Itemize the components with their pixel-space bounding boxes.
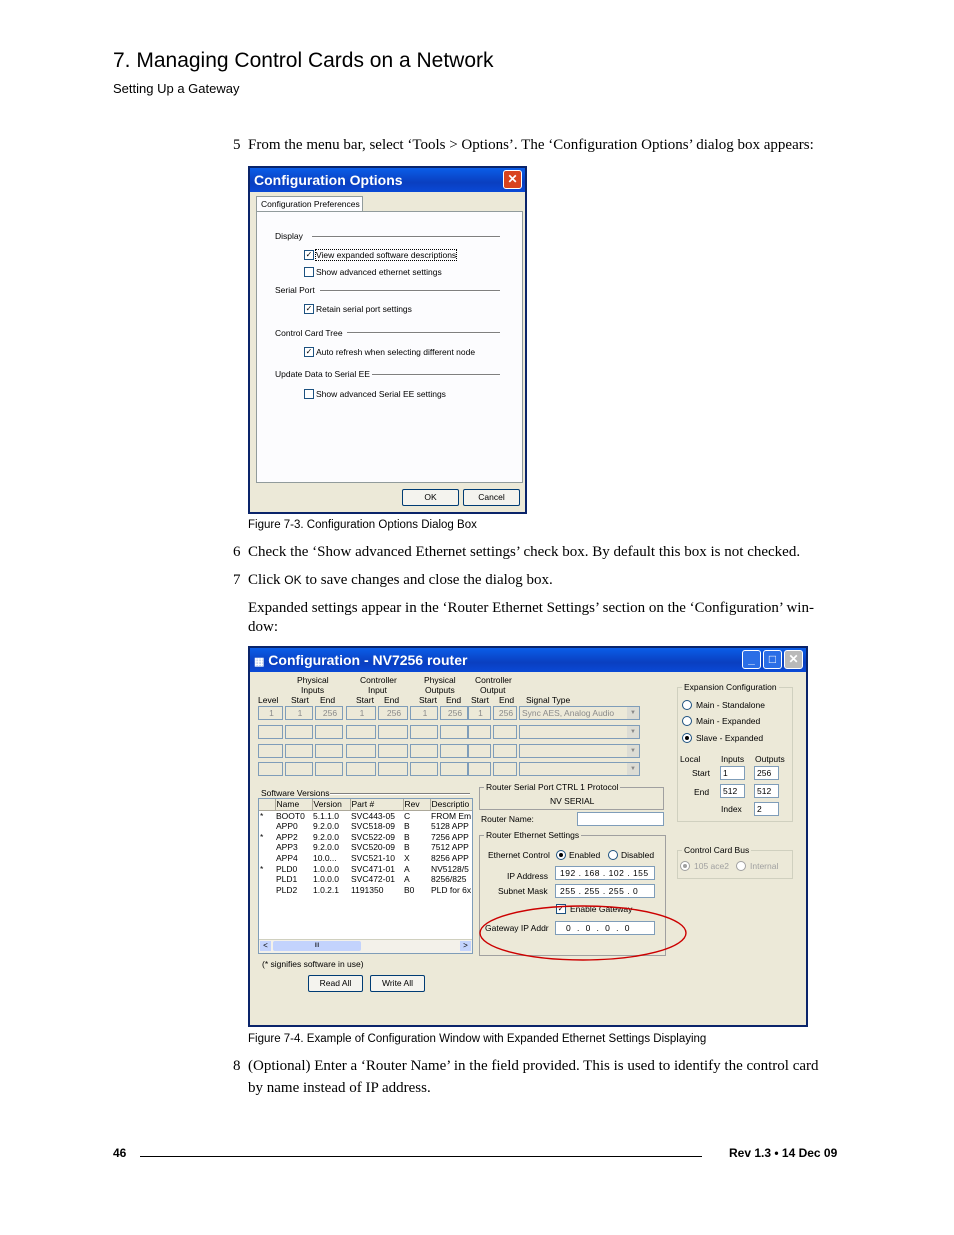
step-7-paragraph-line-1: Expanded settings appear in the ‘Router Ethernet Settings’ section on the ‘Configuration’ win-	[248, 600, 814, 616]
ethernet-control-label: Ethernet Control	[488, 850, 550, 860]
cell-version: 9.2.0.0	[313, 842, 339, 853]
step-8	[233, 1055, 819, 1077]
start-inputs-field[interactable]: 1	[720, 766, 745, 780]
cell-part: SVC521-10	[351, 852, 395, 863]
table-row[interactable]	[259, 885, 473, 896]
table-row[interactable]	[259, 821, 473, 832]
level-field[interactable]	[258, 744, 283, 758]
page-number: 46	[113, 1146, 127, 1160]
minimize-icon[interactable]: _	[742, 650, 761, 669]
step-number: 6	[233, 544, 241, 560]
step-6	[233, 541, 801, 563]
ok-keyword: OK	[284, 573, 302, 587]
cell-name: PLD0	[276, 863, 298, 874]
tab-configuration-preferences[interactable]: Configuration Preferences	[256, 196, 363, 211]
ip-address-field[interactable]	[555, 866, 655, 880]
in-use-marker	[259, 821, 275, 832]
cell-version: 9.2.0.0	[313, 821, 339, 832]
empty-field[interactable]	[378, 744, 408, 758]
level-field[interactable]: 1	[258, 706, 283, 720]
ip-octet: 192	[560, 868, 576, 878]
divider	[320, 290, 500, 292]
highlight-ellipse	[476, 902, 690, 964]
ccb-105ace2-label: 105 ace2	[694, 861, 729, 871]
router-name-field[interactable]	[577, 812, 664, 826]
signal-type-dropdown[interactable]	[519, 762, 640, 776]
divider	[372, 374, 500, 376]
cell-description: 8256 APP	[431, 852, 469, 863]
footer-rule	[140, 1156, 702, 1157]
signal-type-dropdown[interactable]	[519, 725, 640, 739]
ip-octet: 168	[584, 868, 600, 878]
empty-field[interactable]	[378, 725, 408, 739]
chevron-down-icon: ▼	[627, 745, 639, 757]
ccb-105ace2-radio[interactable]	[680, 861, 690, 871]
phys-in-end-field[interactable]: 256	[315, 706, 343, 720]
figure-7-4-caption: Figure 7-4. Example of Configuration Window with Expanded Ethernet Settings Displaying	[248, 1033, 707, 1045]
figure-7-3-caption: Figure 7-3. Configuration Options Dialog Box	[248, 519, 477, 531]
display-section-label: Display	[275, 231, 303, 241]
index-label: Index	[721, 804, 742, 814]
column-header[interactable]: Part #	[350, 799, 403, 810]
empty-field[interactable]	[315, 725, 343, 739]
mask-octet: 255	[584, 886, 600, 896]
cell-part: SVC471-01	[351, 863, 395, 874]
local-label: Local	[680, 754, 701, 764]
table-header-row	[259, 799, 473, 810]
cell-part: SVC443-05	[351, 810, 395, 821]
empty-field[interactable]	[410, 762, 438, 776]
software-note: (* signifies software in use)	[262, 959, 364, 969]
group-label: Router Serial Port CTRL 1 Protocol	[486, 782, 619, 792]
table-row[interactable]	[259, 842, 473, 853]
group-label: Router Ethernet Settings	[486, 830, 580, 840]
ctrl-in-start-field[interactable]: 1	[346, 706, 376, 720]
auto-refresh-label: Auto refresh when selecting different node	[316, 347, 476, 357]
ok-button[interactable]: OK	[402, 489, 459, 506]
step-7	[233, 569, 553, 591]
empty-field[interactable]	[346, 762, 376, 776]
level-field[interactable]	[258, 725, 283, 739]
ccb-internal-radio[interactable]	[736, 861, 746, 871]
ccb-internal-label: Internal	[750, 861, 779, 871]
dot: .	[578, 868, 582, 878]
gw-octet: 0	[624, 923, 630, 933]
enable-gateway-checkbox[interactable]: ✓	[557, 904, 565, 913]
gateway-ip-label: Gateway IP Addr	[485, 923, 549, 933]
header-controller-input: Controller	[360, 675, 397, 685]
header-start: Start	[471, 695, 489, 705]
ip-octet: 102	[608, 868, 625, 878]
cell-description: 7512 APP	[431, 842, 469, 853]
dialog-title: Configuration Options	[254, 172, 403, 188]
ethernet-disabled-radio[interactable]	[608, 850, 618, 860]
in-use-marker	[259, 874, 275, 885]
start-outputs-field[interactable]: 256	[754, 766, 779, 780]
scroll-right-icon[interactable]: >	[460, 941, 471, 951]
phys-out-end-field[interactable]: 256	[440, 706, 468, 720]
divider	[312, 236, 500, 238]
dot: .	[627, 868, 631, 878]
cell-description: FROM Em	[431, 810, 472, 821]
empty-field[interactable]	[468, 725, 491, 739]
radio-label: Slave - Expanded	[696, 733, 764, 743]
dot: .	[596, 923, 600, 933]
header-physical-inputs: Physical	[297, 675, 329, 685]
header-start: Start	[291, 695, 309, 705]
dot: .	[578, 886, 582, 896]
empty-field[interactable]	[410, 744, 438, 758]
cell-rev: A	[404, 863, 410, 874]
empty-field[interactable]	[346, 744, 376, 758]
cell-name: PLD1	[276, 874, 298, 885]
serial-ee-checkbox[interactable]	[304, 389, 314, 399]
empty-field[interactable]	[440, 744, 468, 758]
retain-serial-label: Retain serial port settings	[316, 304, 412, 314]
app-icon: ▦	[254, 656, 265, 668]
cell-rev: B0	[404, 884, 415, 895]
in-use-marker: *	[260, 863, 264, 874]
column-header[interactable]: Name	[275, 799, 312, 810]
router-name-label: Router Name:	[481, 814, 534, 824]
table-row[interactable]	[259, 864, 473, 875]
table-row[interactable]	[259, 832, 473, 843]
window-title: Configuration - NV7256 router	[268, 652, 468, 668]
step-text: Check the ‘Show advanced Ethernet settings’ check box. By default this box is not checked.	[248, 544, 801, 560]
cancel-button[interactable]: Cancel	[463, 489, 520, 506]
cell-version: 1.0.0.0	[313, 874, 339, 885]
step-number: 8	[233, 1058, 241, 1074]
column-header[interactable]: Descriptio	[430, 799, 473, 810]
cell-version: 1.0.2.1	[313, 884, 339, 895]
divider	[330, 793, 470, 795]
header-end: End	[499, 695, 515, 705]
in-use-marker: *	[260, 810, 264, 821]
cell-version: 10.0...	[313, 852, 337, 863]
empty-field[interactable]	[315, 762, 343, 776]
slave-expanded-radio[interactable]	[682, 733, 692, 743]
gw-octet: 0	[566, 923, 572, 933]
cell-version: 5.1.1.0	[313, 810, 339, 821]
empty-field[interactable]	[440, 762, 468, 776]
header-physical-inputs-2: Inputs	[301, 685, 325, 695]
cell-rev: X	[404, 852, 410, 863]
dot: .	[602, 868, 606, 878]
step-8-line-2: by name instead of IP address.	[248, 1080, 431, 1096]
divider	[347, 332, 500, 334]
header-physical-outputs: Physical	[424, 675, 456, 685]
read-all-button[interactable]: Read All	[308, 975, 363, 992]
table-row[interactable]	[259, 810, 473, 821]
cell-part: 1191350	[351, 884, 384, 895]
software-table	[259, 799, 473, 895]
signal-type-dropdown[interactable]	[519, 744, 640, 758]
header-controller-output: Controller	[475, 675, 512, 685]
revision-label: Rev 1.3 • 14 Dec 09	[729, 1146, 838, 1160]
subnet-mask-label: Subnet Mask	[498, 886, 548, 896]
cell-rev: B	[404, 821, 410, 832]
signal-type-dropdown[interactable]	[519, 706, 640, 720]
header-start: Start	[356, 695, 374, 705]
software-versions-label: Software Versions	[261, 788, 330, 798]
inputs-label: Inputs	[721, 754, 745, 764]
chevron-down-icon: ▼	[627, 726, 639, 738]
configuration-window	[248, 646, 808, 1027]
maximize-icon[interactable]: □	[763, 650, 782, 669]
column-header	[259, 799, 275, 810]
cell-name: APP2	[276, 831, 298, 842]
empty-field[interactable]	[440, 725, 468, 739]
ctrl-in-end-field[interactable]: 256	[378, 706, 408, 720]
serial-protocol-value: NV SERIAL	[550, 796, 595, 806]
empty-field[interactable]	[493, 762, 517, 776]
ctrl-out-end-field[interactable]: 256	[493, 706, 517, 720]
empty-field[interactable]	[285, 762, 313, 776]
cell-name: APP3	[276, 842, 298, 853]
empty-field[interactable]	[346, 725, 376, 739]
main-expanded-radio[interactable]	[682, 716, 692, 726]
chevron-down-icon: ▼	[627, 763, 639, 775]
retain-serial-checkbox[interactable]: ✓	[305, 304, 313, 313]
header-end: End	[446, 695, 462, 705]
header-controller-input-2: Input	[368, 685, 387, 695]
horizontal-scrollbar[interactable]	[259, 939, 472, 953]
radio-label: Main - Expanded	[696, 716, 761, 726]
header-physical-outputs-2: Outputs	[425, 685, 455, 695]
auto-refresh-checkbox[interactable]: ✓	[305, 347, 313, 356]
close-icon[interactable]: ✕	[503, 170, 522, 189]
cell-description: 8256/825	[431, 874, 467, 885]
table-row[interactable]	[259, 853, 473, 864]
step-5	[233, 134, 814, 156]
close-icon[interactable]: ✕	[784, 650, 803, 669]
cell-rev: B	[404, 842, 410, 853]
ctrl-out-start-field[interactable]: 1	[468, 706, 491, 720]
in-use-marker	[259, 842, 275, 853]
empty-field[interactable]	[468, 744, 491, 758]
header-end: End	[320, 695, 336, 705]
dot: .	[602, 886, 606, 896]
enable-gateway-label: Enable Gateway	[570, 904, 633, 914]
group-label: Control Card Bus	[684, 845, 750, 855]
header-level: Level	[258, 695, 279, 705]
view-expanded-label: View expanded software descriptions	[316, 250, 457, 260]
section-title: Setting Up a Gateway	[113, 81, 240, 96]
dialog-titlebar	[250, 168, 525, 192]
view-expanded-checkbox[interactable]: ✓	[305, 250, 313, 259]
show-ethernet-checkbox[interactable]	[304, 267, 314, 277]
gw-octet: 0	[585, 923, 591, 933]
main-standalone-radio[interactable]	[682, 700, 692, 710]
step-text: to save changes and close the dialog box.	[301, 572, 553, 588]
cell-description: PLD for 6x	[431, 884, 472, 895]
end-label: End	[694, 787, 710, 797]
cell-description: 5128 APP	[431, 821, 469, 832]
chapter-title: 7. Managing Control Cards on a Network	[113, 49, 494, 72]
write-all-button[interactable]: Write All	[370, 975, 425, 992]
end-outputs-field[interactable]: 512	[754, 784, 779, 798]
table-row[interactable]	[259, 874, 473, 885]
start-label: Start	[692, 768, 710, 778]
group-label: Expansion Configuration	[684, 682, 777, 692]
cell-rev: A	[404, 874, 410, 885]
step-7-paragraph-line-2: dow:	[248, 619, 278, 635]
signal-type-value: Sync AES, Analog Audio	[522, 708, 615, 718]
empty-field[interactable]	[493, 725, 517, 739]
configuration-options-dialog	[248, 166, 527, 514]
in-use-marker: *	[260, 831, 264, 842]
column-header[interactable]: Rev	[403, 799, 430, 810]
index-field[interactable]: 2	[754, 802, 779, 816]
cell-rev: C	[404, 810, 411, 821]
router-serial-port-group	[479, 782, 664, 810]
cell-version: 9.2.0.0	[313, 831, 339, 842]
header-controller-output-2: Output	[480, 685, 506, 695]
empty-field[interactable]	[285, 725, 313, 739]
cell-description: NV5128/5	[431, 863, 469, 874]
gw-octet: 0	[605, 923, 611, 933]
mask-octet: 255	[560, 886, 576, 896]
cell-name: APP0	[276, 821, 298, 832]
phys-in-start-field[interactable]: 1	[285, 706, 313, 720]
step-text: (Optional) Enter a ‘Router Name’ in the field provided. This is used to identify the control card	[248, 1058, 819, 1074]
cell-name: APP4	[276, 852, 298, 863]
show-ethernet-label: Show advanced ethernet settings	[316, 267, 442, 277]
step-number: 7	[233, 572, 241, 588]
serial-ee-section-label: Update Data to Serial EE	[275, 369, 370, 379]
dot: .	[616, 923, 619, 933]
end-inputs-field[interactable]: 512	[720, 784, 745, 798]
step-number: 5	[233, 137, 241, 153]
level-field[interactable]	[258, 762, 283, 776]
in-use-marker	[259, 853, 275, 864]
step-text: From the menu bar, select ‘Tools > Options’. The ‘Configuration Options’ dialog box appears:	[248, 137, 814, 153]
outputs-label: Outputs	[755, 754, 785, 764]
column-header[interactable]: Version	[312, 799, 350, 810]
software-versions-list[interactable]	[258, 798, 473, 954]
control-card-tree-section-label: Control Card Tree	[275, 328, 343, 338]
mask-octet: 255	[608, 886, 625, 896]
cell-name: PLD2	[276, 884, 298, 895]
cell-part: SVC522-09	[351, 831, 395, 842]
phys-out-start-field[interactable]: 1	[410, 706, 438, 720]
dot: .	[576, 923, 580, 933]
header-end: End	[384, 695, 400, 705]
enabled-label: Enabled	[569, 850, 601, 860]
cell-description: 7256 APP	[431, 831, 469, 842]
ethernet-enabled-radio[interactable]	[556, 850, 566, 860]
header-start: Start	[419, 695, 437, 705]
cell-part: SVC472-01	[351, 874, 395, 885]
ip-octet: 155	[632, 868, 649, 878]
serial-ee-label: Show advanced Serial EE settings	[316, 389, 446, 399]
cell-part: SVC520-09	[351, 842, 395, 853]
mask-octet: 0	[632, 886, 639, 896]
cell-version: 1.0.0.0	[313, 863, 339, 874]
step-text: Click	[248, 572, 285, 588]
chevron-down-icon: ▼	[627, 707, 639, 719]
cell-rev: B	[404, 831, 410, 842]
window-titlebar	[250, 648, 806, 672]
empty-field[interactable]	[378, 762, 408, 776]
scrollbar-thumb[interactable]: III	[273, 941, 361, 951]
header-signal-type: Signal Type	[526, 695, 571, 705]
empty-field[interactable]	[493, 744, 517, 758]
radio-label: Main - Standalone	[696, 700, 765, 710]
subnet-mask-field[interactable]	[555, 884, 655, 898]
serial-port-section-label: Serial Port	[275, 285, 315, 295]
cell-part: SVC518-09	[351, 821, 395, 832]
empty-field[interactable]	[468, 762, 491, 776]
cell-name: BOOT0	[276, 810, 305, 821]
ip-address-label: IP Address	[507, 871, 548, 881]
disabled-label: Disabled	[621, 850, 655, 860]
empty-field[interactable]	[285, 744, 313, 758]
dot: .	[627, 886, 631, 896]
scroll-left-icon[interactable]: <	[260, 941, 271, 951]
in-use-marker	[259, 885, 275, 896]
empty-field[interactable]	[410, 725, 438, 739]
empty-field[interactable]	[315, 744, 343, 758]
